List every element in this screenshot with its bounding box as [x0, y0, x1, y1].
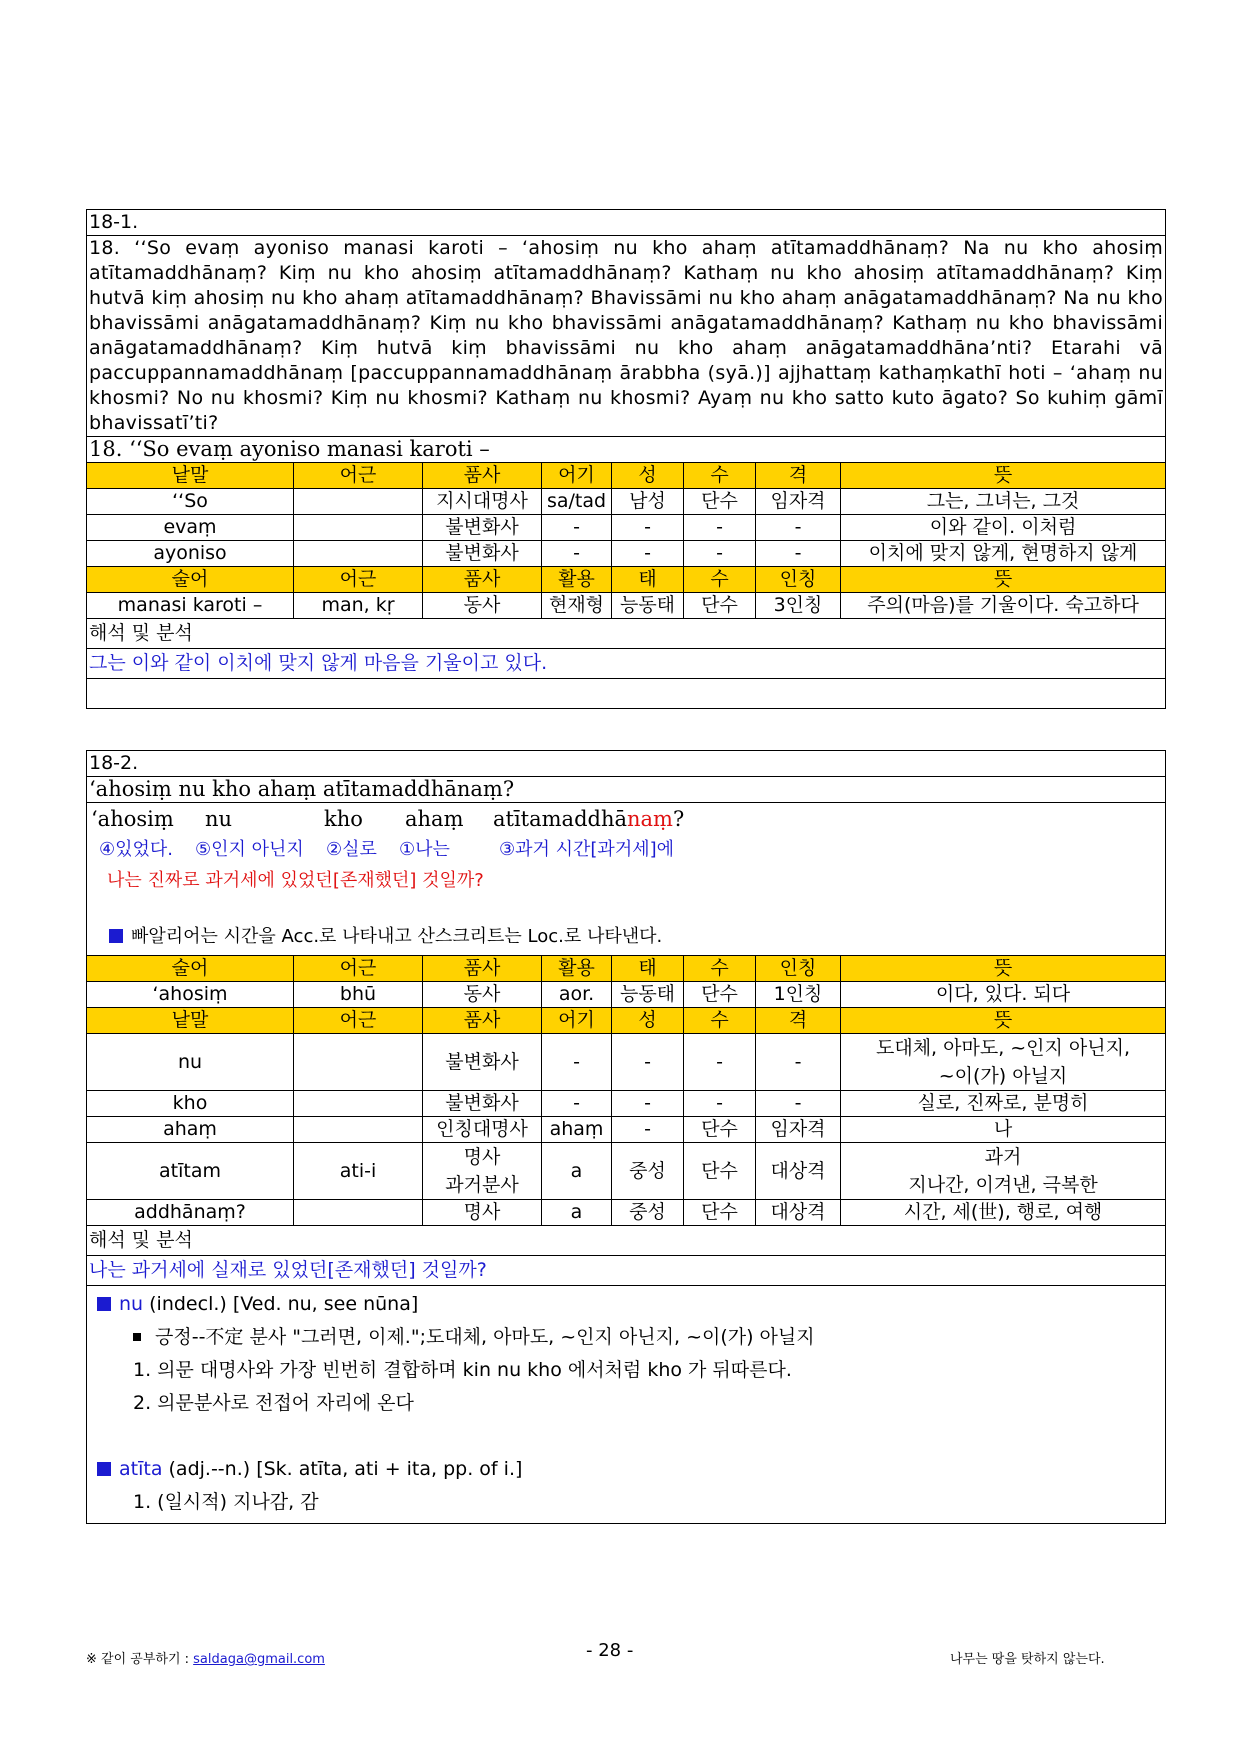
pali-passage: 18. ‘‘So evaṃ ayoniso manasi karoti – ‘ahosiṃ nu kho ahaṃ atītamaddhānaṃ? Na nu kho ahosiṃ atītamaddhānaṃ? Kiṃ nu kho ahosiṃ atītamaddhānaṃ? Kathaṃ nu kho ahosiṃ atītamaddhānaṃ? Kiṃ hutvā kiṃ ahosiṃ nu kho ahaṃ atītamaddhānaṃ? Bhavissāmi nu kho ahaṃ anāgatamaddhānaṃ? Na nu kho bhavissāmi anāgatamaddhānaṃ? Kiṃ nu kho bhavissāmi anāgatamaddhānaṃ? Kathaṃ nu kho bhavissāmi anāgatamaddhānaṃ? Kiṃ hutvā kiṃ bhavissāmi nu kho ahaṃ anāgatamaddhāna’nti? Etarahi vā paccuppannamaddhānaṃ [paccuppannamaddhānaṃ ārabbha (syā.)] ajjhattaṃ kathaṃkathī hoti – ‘ahaṃ nu khosmi? No nu khosmi? Kiṃ nu khosmi? Kathaṃ nu khosmi? Ayaṃ nu kho satto kuto āgato? So kuhiṃ gāmī bhavissatī’ti?	[87, 236, 1166, 437]
verb-table-header: 술어 어근 품사 활용 태 수 인칭 뜻	[87, 956, 1166, 982]
section-id: 18-1.	[87, 210, 1166, 236]
bullet-icon	[133, 1333, 141, 1341]
word-gloss-box	[87, 803, 1166, 956]
table-row: manasi karoti – man, kṛ 동사 현재형 능동태 단수 3인칭 주의(마음)를 기울이다. 숙고하다	[87, 593, 1166, 619]
translation: 그는 이와 같이 이치에 맞지 않게 마음을 기울이고 있다.	[87, 649, 1166, 679]
table-row: addhānaṃ? 명사 a 중성 단수 대상격 시간, 세(世), 행로, 여행	[87, 1200, 1166, 1226]
table-row: ayoniso 불변화사 - - - - 이치에 맞지 않게, 현명하지 않게	[87, 541, 1166, 567]
table-row: kho 불변화사 - - - - 실로, 진짜로, 분명히	[87, 1091, 1166, 1117]
dict-entry-nu: nu (indecl.) [Ved. nu, see nūna]	[97, 1288, 1155, 1321]
footer-left: ※ 같이 공부하기 : saldaga@gmail.com	[86, 1652, 325, 1667]
dict-item: 2. 의문분사로 전접어 자리에 온다	[133, 1392, 414, 1414]
footer-right: 나무는 땅을 탓하지 않는다.	[950, 1652, 1105, 1667]
table-row: evaṃ 불변화사 - - - - 이와 같이. 이처럼	[87, 515, 1166, 541]
section-18-1	[86, 209, 1165, 709]
pali-sentence: 18. ‘‘So evaṃ ayoniso manasi karoti –	[87, 437, 1166, 463]
table-row: ‘‘So 지시대명사 sa/tad 남성 단수 임자격 그는, 그녀는, 그것	[87, 489, 1166, 515]
page-number: - 28 -	[586, 1640, 634, 1661]
noun-table-header: 낱말 어근 품사 어기 성 수 격 뜻	[87, 1008, 1166, 1034]
analysis-label: 해석 및 분석	[87, 1226, 1166, 1256]
dict-item: 1. (일시적) 지나감, 감	[133, 1491, 319, 1513]
email-link[interactable]: saldaga@gmail.com	[193, 1652, 325, 1667]
table-row: atītam ati-i 명사 과거분사 a 중성 단수 대상격 과거 지나간, 이겨낸, 극복한	[87, 1143, 1166, 1200]
dict-item: 긍정--不定 분사 "그러면, 이제.";도대체, 아마도, ~인지 아닌지, ~이(가) 아닐지	[97, 1321, 1155, 1354]
translation: 나는 과거세에 실재로 있었던[존재했던] 것일까?	[87, 1256, 1166, 1286]
pali-sentence: ‘ahosiṃ nu kho ahaṃ atītamaddhānaṃ?	[87, 777, 1166, 803]
pali-word-line: ‘ahosiṃ nu kho ahaṃ atītamaddhānaṃ?	[91, 807, 685, 831]
empty-row	[87, 679, 1166, 709]
square-bullet-icon	[109, 929, 123, 943]
verb-table-header: 술어 어근 품사 활용 태 수 인칭 뜻	[87, 567, 1166, 593]
table-row: ahaṃ 인칭대명사 ahaṃ - 단수 임자격 나	[87, 1117, 1166, 1143]
red-translation: 나는 진짜로 과거세에 있었던[존재했던] 것일까?	[107, 870, 484, 891]
note-line: 빠알리어는 시간을 Acc.로 나타내고 산스크리트는 Loc.로 나타낸다.	[91, 923, 1161, 951]
table-row: ‘ahosiṃ bhū 동사 aor. 능동태 단수 1인칭 이다, 있다. 되다	[87, 982, 1166, 1008]
square-bullet-icon	[97, 1297, 111, 1311]
table-row: nu 불변화사 - - - - 도대체, 아마도, ~인지 아닌지, ~이(가) 아닐지	[87, 1034, 1166, 1091]
dict-item: 1. 의문 대명사와 가장 빈번히 결합하며 kin nu kho 에서처럼 kho 가 뒤따른다.	[133, 1359, 792, 1381]
section-18-2	[86, 750, 1165, 1524]
gloss-line: ④있었다. ⑤인지 아닌지 ②실로 ①나는 ③과거 시간[과거세]에	[99, 839, 675, 860]
section-id: 18-2.	[87, 751, 1166, 777]
dict-entry-atita: atīta (adj.--n.) [Sk. atīta, ati + ita, pp. of i.]	[97, 1453, 1155, 1486]
square-bullet-icon	[97, 1462, 111, 1476]
dictionary-box	[87, 1286, 1166, 1524]
analysis-label: 해석 및 분석	[87, 619, 1166, 649]
noun-table-header: 낱말 어근 품사 어기 성 수 격 뜻	[87, 463, 1166, 489]
